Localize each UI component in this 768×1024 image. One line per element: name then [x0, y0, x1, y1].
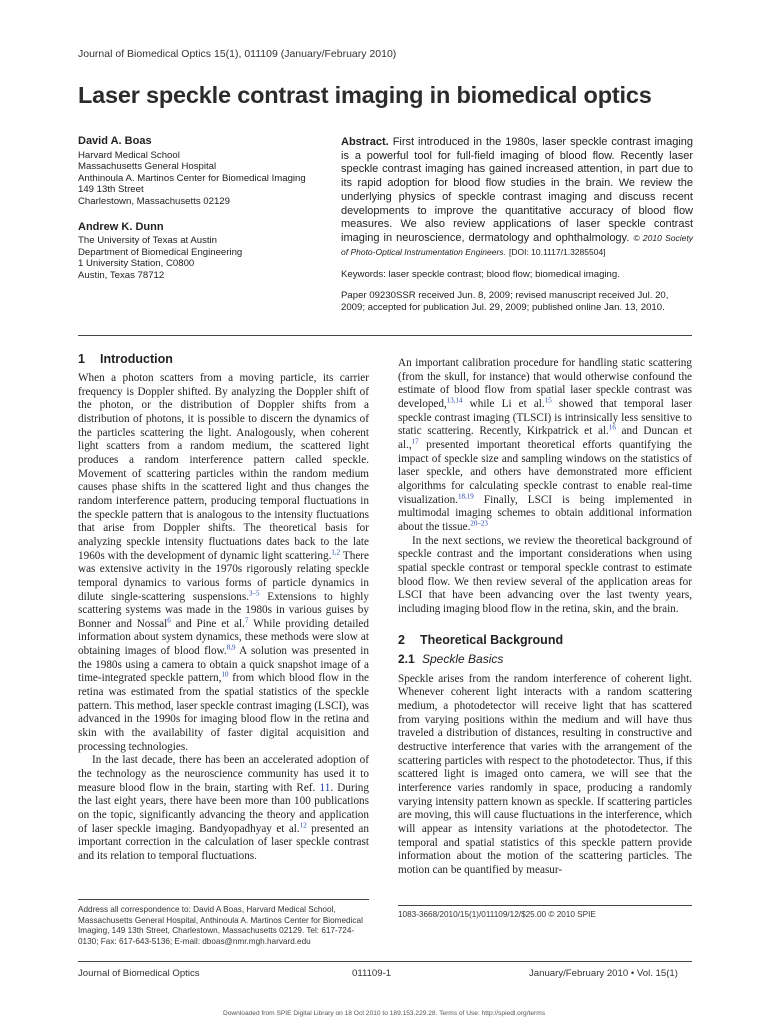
- text-run: while Li et al.: [462, 397, 545, 410]
- subsection-heading: [398, 653, 692, 667]
- citation[interactable]: 17: [411, 437, 419, 446]
- right-column: [398, 357, 692, 878]
- text-run: Extensions to highly scattering systems was made in the 1980s in various guises by Bonner and Nossal: [78, 590, 369, 630]
- paragraph: [398, 357, 692, 535]
- text-run: An important calibration procedure for handling static scattering (from the skull, for instance) that would otherwise confound the estimate of blood flow from spatial laser speckle contrast was developed,: [398, 357, 692, 410]
- citation[interactable]: 16: [608, 423, 616, 432]
- abstract-label: Abstract.: [341, 136, 389, 148]
- affiliation-line: Charlestown, Massachusetts 02129: [78, 195, 230, 207]
- paper-history: Paper 09230SSR received Jun. 8, 2009; revised manuscript received Jul. 20, 2009; accepted for publication Jul. 29, 2009; published online Jan. 13, 2010.: [341, 290, 669, 313]
- issn-line: 1083-3668/2010/15(1)/011109/12/$25.00 © 2010 SPIE: [398, 910, 596, 919]
- affiliation-line: 1 University Station, C0800: [78, 258, 195, 270]
- affiliation-line: 149 13th Street: [78, 184, 144, 196]
- paragraph: Speckle arises from the random interference of coherent light. Whenever coherent light interacts with a random scattering medium, a photodetector will receive light that has scattered from varying positions within the medium and will have thus traveled a distribution of distances, resulting in constructive and destructive interference that varies with the arrangement of the scattering particles with respect to the photodetector. Thus, if this scattered light is imaged onto camera, we will see that the interference varies randomly in space, producing a randomly varying intensity pattern known as speckle. If scattering particles are moving, this will cause fluctuations in the interference, which will appear as intensity variations at the photodetector. The temporal and spatial statistics of this speckle pattern provide information about the motion of the scattering particles. The motion can be quantified by measur-: [398, 672, 692, 876]
- header-divider: [78, 335, 692, 336]
- text-run: Finally, LSCI is being implemented in multimodal imaging schemes to obtain additional information about the tissue.: [398, 493, 692, 533]
- section-number: 2: [398, 633, 405, 648]
- keywords: Keywords: laser speckle contrast; blood flow; biomedical imaging.: [341, 269, 620, 281]
- text-run: presented an important correction in the calculation of laser speckle contrast and its relation to temporal fluctuations.: [78, 822, 369, 862]
- paragraph: [78, 754, 369, 863]
- text-run: While providing detailed information about system dynamics, these methods were slow at obtaining images of blood flow.: [78, 617, 369, 658]
- footer-journal: Journal of Biomedical Optics: [78, 968, 200, 979]
- citation[interactable]: 7: [244, 616, 249, 625]
- section-heading-theoretical-background: [398, 634, 692, 648]
- author-1: [78, 136, 338, 208]
- citation[interactable]: 1,2: [331, 547, 341, 556]
- citation[interactable]: 13,14: [446, 396, 463, 405]
- abstract-copyright: © 2010 Society of Photo-Optical Instrumentation Engineers.: [341, 232, 693, 257]
- text-run: presented important theoretical efforts quantifying the impact of speckle size and sampling windows on the statistics of laser speckle, and others have demonstrated more efficient algorithms for calculating speckle contrast to enable real-time visualization.: [398, 438, 692, 506]
- section-title: Introduction: [100, 352, 173, 366]
- text-run: and Duncan et al.,: [398, 425, 692, 451]
- citation[interactable]: 3–5: [249, 588, 260, 597]
- text-run: showed that temporal laser speckle contrast imaging (TLSCI) is intrinsically less sensitive to static scattering. Recently, Kirkpatrick et al.: [398, 397, 692, 438]
- citation[interactable]: 12: [299, 820, 307, 829]
- text-run: . During the last eight years, there have been more than 100 publications on the topic, significantly advancing the theory and application of laser speckle imaging. Bandyopadhyay et al.: [78, 781, 369, 835]
- affiliation-line: Austin, Texas 78712: [78, 269, 165, 281]
- doi-link[interactable]: [DOI: 10.1117/1.3285504]: [508, 246, 606, 257]
- abstract-column: [341, 136, 693, 314]
- citation[interactable]: 15: [544, 396, 552, 405]
- left-column: [78, 372, 369, 864]
- subsection-title: Speckle Basics: [422, 652, 504, 667]
- journal-header: Journal of Biomedical Optics 15(1), 011109 (January/February 2010): [78, 48, 397, 60]
- affiliation-line: The University of Texas at Austin: [78, 235, 217, 247]
- text-run: There was extensive activity in the 1970s rigorously relating speckle temporal dynamics to various forms of particle dynamics in dilute single-scattering suspensions.: [78, 549, 369, 603]
- issn-divider: [398, 905, 692, 906]
- footer-divider: [78, 961, 692, 962]
- text-run: In the last decade, there has been an accelerated adoption of the technology as the neuroscience community has used it to measure blood flow in the brain, starting with Ref.: [78, 754, 369, 794]
- abstract: [341, 136, 693, 259]
- footnote-divider: [78, 899, 369, 900]
- author-name: David A. Boas: [78, 135, 152, 147]
- paragraph: In the next sections, we review the theoretical background of speckle contrast and the important considerations when using spatial speckle contrast or temporal speckle contrast to estimate blood flow. We then review several of the application areas for LSCI that have been advancing over the last twenty years, including imaging blood flow in the retina, skin, and the brain.: [398, 534, 692, 615]
- abstract-text: First introduced in the 1980s, laser speckle contrast imaging is a powerful tool for full-field imaging of blood flow. Recently laser speckle contrast imaging has gained increased attention, in part due to its rapid adoption for blood flow studies in the brain. We review the underlying physics of speckle contrast imaging and discuss recent developments to improve the quantitative accuracy of blood flow measures. We also review applications of laser speckle contrast imaging in neuroscience, dermatology and ophthalmology.: [341, 136, 694, 244]
- citation[interactable]: 20–23: [470, 519, 488, 528]
- text-run: from which blood flow in the retina was estimated from the spatial statistics of the speckle pattern. This method, laser speckle contrast imaging (LSCI), was advanced in the 1990s for imaging blood flow in the retina and skin with the availability of faster digital acquisition and processing technologies.: [78, 672, 369, 753]
- citation[interactable]: 6: [167, 616, 171, 625]
- author-2: [78, 222, 338, 282]
- text-run: A solution was presented in the 1980s using a camera to obtain a quick snapshot image of a time-integrated speckle pattern,: [78, 645, 369, 685]
- text-run: When a photon scatters from a moving particle, its carrier frequency is Doppler shifted. By analyzing the Doppler shift of the photon, or the distribution of Doppler shifts from a distribution of photons, it is possible to discern the dynamics of the particles scattering the light. Analogously, when coherent light scatters from a random medium, the scattered light produces a random interference pattern called speckle. Movement of scattering particles within the random medium causes phase shifts in the scattered light and thus changes the random interference pattern, producing temporal fluctuations in the speckle pattern that is analogous to the intensity fluctuations that arise from Doppler shifts. The theoretical basis for analyzing speckle intensity fluctuations dates back to the late 1960s with the development of dynamic light scattering.: [78, 372, 369, 562]
- citation[interactable]: 18,19: [457, 491, 474, 500]
- correspondence-footnote: Address all correspondence to: David A Boas, Harvard Medical School, Massachusetts General Hospital, Anthinoula A. Martinos Center for Biomedical Imaging, 149 13th Street, Charlestown, Massachusetts 02129. Tel: 617-724-0130; Fax: 617-643-5136; E-mail: dboas@nmr.mgh.harvard.edu: [78, 905, 363, 946]
- text-run: and Pine et al.: [170, 617, 245, 630]
- ref-link[interactable]: 11: [319, 781, 331, 794]
- citation[interactable]: 8,9: [226, 643, 236, 652]
- author-name: Andrew K. Dunn: [78, 220, 164, 233]
- download-notice: Downloaded from SPIE Digital Library on 18 Oct 2010 to 189.153.229.28. Terms of Use: http://spiedl.org/terms: [222, 1010, 546, 1017]
- citation[interactable]: 10: [221, 670, 229, 679]
- affiliation-line: Anthinoula A. Martinos Center for Biomedical Imaging: [78, 172, 306, 184]
- paper-title: Laser speckle contrast imaging in biomedical optics: [78, 82, 652, 108]
- author-list: [78, 136, 338, 296]
- affiliation-line: Massachusetts General Hospital: [78, 161, 217, 173]
- paragraph: [78, 372, 369, 754]
- section-number: 1: [78, 352, 85, 366]
- subsection-number: 2.1: [398, 652, 415, 667]
- footer-issue: January/February 2010 • Vol. 15(1): [529, 968, 678, 979]
- section-heading-introduction: [78, 352, 173, 366]
- footer-page-number: 011109-1: [352, 968, 392, 979]
- affiliation-line: Department of Biomedical Engineering: [78, 246, 243, 258]
- affiliation-line: Harvard Medical School: [78, 149, 180, 161]
- section-title: Theoretical Background: [420, 633, 564, 648]
